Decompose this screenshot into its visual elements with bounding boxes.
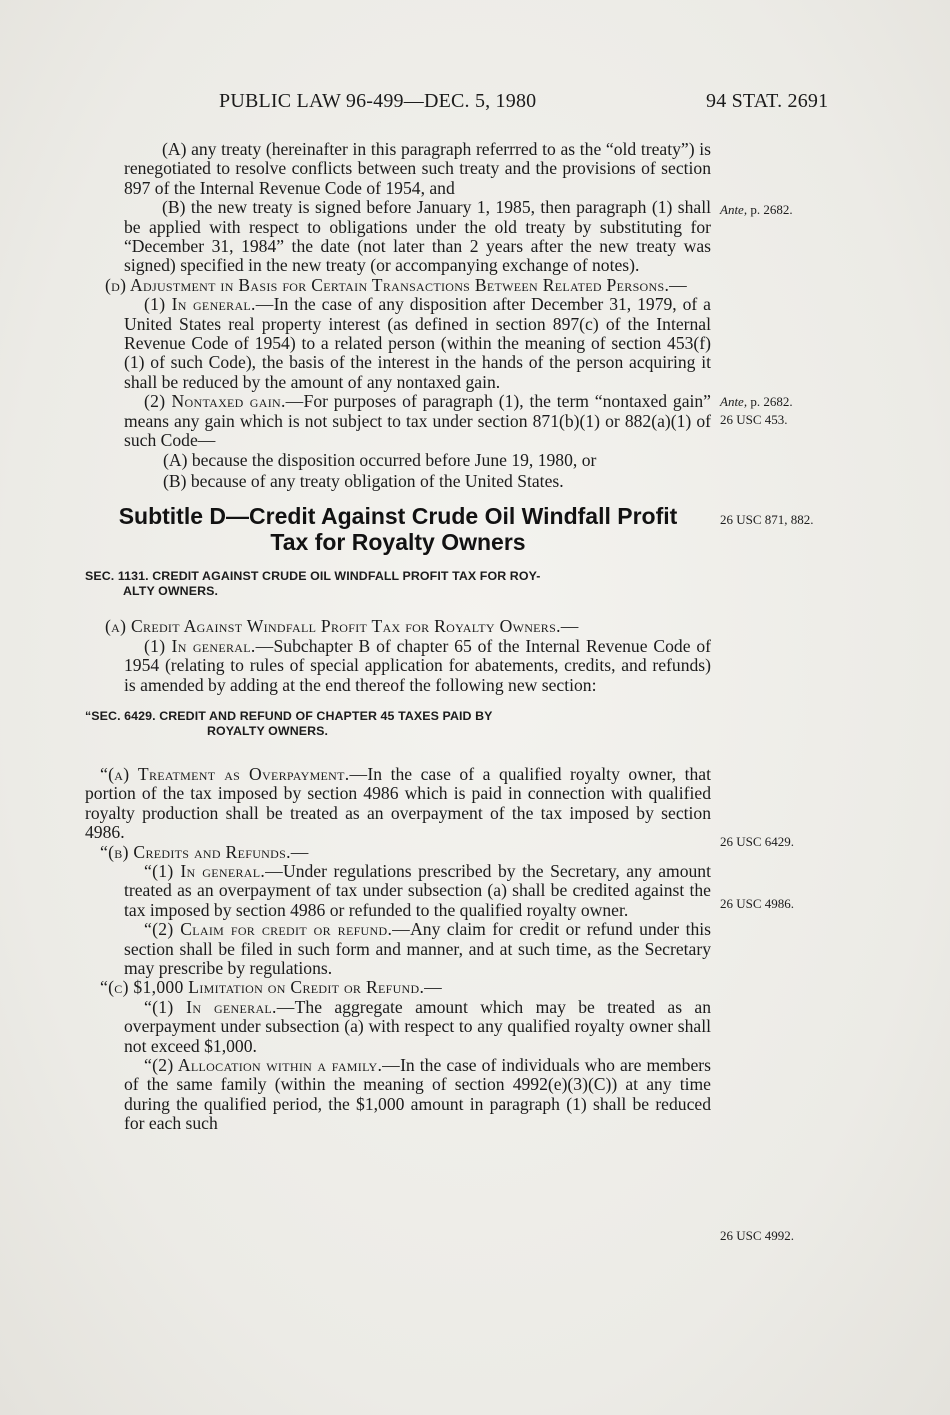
margin-note-usc-453: 26 USC 453. [720, 412, 788, 427]
paragraph-6429-c2: “(2) Allocation within a family.—In the case of individuals who are members of the same family (within the meaning of section 4992(e)(3)(C)) at any time during the qualified period, the $1,000 amount in paragraph (1) shall be reduced for each such [124, 1055, 711, 1134]
margin-note-ante-1: Ante, p. 2682. [720, 202, 793, 217]
paragraph-d-heading: (d) Adjustment in Basis for Certain Transactions Between Related Persons.— [105, 274, 688, 295]
subtitle-line-1: Subtitle D—Credit Against Crude Oil Windfall Profit [118, 503, 678, 530]
margin-note-usc-4986: 26 USC 4986. [720, 896, 795, 911]
section-1131-heading: SEC. 1131. CREDIT AGAINST CRUDE OIL WINDFALL PROFIT TAX FOR ROY- ALTY OWNERS. [85, 569, 541, 599]
paragraph-6429-b1: “(1) In general.—Under regulations prescribed by the Secretary, any amount treated as an overpayment of tax under subsection (a) shall be credited against the tax imposed by section 4986 or refunded to the qualified royalty owner. [124, 860, 711, 920]
paragraph-6429-b-heading: “(b) Credits and Refunds.— [100, 841, 309, 862]
margin-note-usc-871-882: 26 USC 871, 882. [720, 512, 814, 527]
paragraph-c2B: (B) the new treaty is signed before January 1, 1985, then paragraph (1) shall be applied with respect to obligations under the old treaty by substituting for “December 31, 1984” the date (not later than 2 years after the new treaty was signed) specified in the new treaty (or accompanying exchange of notes). [124, 197, 711, 276]
paragraph-6429-a: “(a) Treatment as Overpayment.—In the case of a qualified royalty owner, that portion of the tax imposed by section 4986 which is paid in connection with qualified royalty production shall be treated as an overpayment of the tax imposed by section 4986. [85, 763, 711, 843]
margin-note-usc-6429: 26 USC 6429. [720, 834, 795, 849]
header-stat-number: 94 STAT. 2691 [706, 90, 829, 112]
page-header [0, 90, 950, 120]
paragraph-6429-c1: “(1) In general.—The aggregate amount which may be treated as an overpayment under subsection (a) with respect to any qualified royalty owner shall not exceed $1,000. [124, 996, 712, 1056]
paragraph-d1: (1) In general.—In the case of any disposition after December 31, 1979, of a United States real property interest (as defined in section 897(c) of the Internal Revenue Code of 1954) to a related person (within the meaning of section 453(f)(1) of such Code), the basis of the interest in the hands of the person acquiring it shall be reduced by the amount of any nontaxed gain. [124, 294, 711, 392]
subtitle-heading [85, 503, 711, 555]
body-text [85, 140, 711, 1134]
margin-note-usc-4992: 26 USC 4992. [720, 1228, 795, 1243]
paragraph-a-heading: (a) Credit Against Windfall Profit Tax for Royalty Owners.— [105, 616, 579, 637]
paragraph-a1: (1) In general.—Subchapter B of chapter 65 of the Internal Revenue Code of 1954 (relating to rules of special application for abatements, credits, and refunds) is amended by adding at the end thereof the following new section: [124, 635, 711, 695]
header-title: PUBLIC LAW 96-499—DEC. 5, 1980 [219, 90, 537, 112]
paragraph-d2A: (A) because the disposition occurred before June 19, 1980, or [163, 449, 597, 470]
paragraph-6429-b2: “(2) Claim for credit or refund.—Any claim for credit or refund under this section shall be filed in such form and manner, and at such time, as the Secretary may prescribe by regulations. [124, 919, 711, 978]
paragraph-c2A: (A) any treaty (hereinafter in this paragraph referrred to as the “old treaty”) is renegotiated to resolve conflicts between such treaty and the provisions of section 897 of the Internal Revenue Code of 1954, and [124, 139, 711, 198]
margin-note-ante-2: Ante, p. 2682. [720, 394, 793, 409]
paragraph-d2: (2) Nontaxed gain.—For purposes of paragraph (1), the term “nontaxed gain” means any gain which is not subject to tax under section 871(b)(1) or 882(a)(1) of such Code— [124, 391, 711, 451]
subtitle-line-2: Tax for Royalty Owners [270, 529, 526, 556]
section-6429-heading: “SEC. 6429. CREDIT AND REFUND OF CHAPTER 45 TAXES PAID BY ROYALTY OWNERS. [85, 708, 493, 738]
paragraph-6429-c-heading: “(c) $1,000 Limitation on Credit or Refund.— [100, 977, 443, 998]
paragraph-d2B: (B) because of any treaty obligation of the United States. [163, 470, 564, 491]
